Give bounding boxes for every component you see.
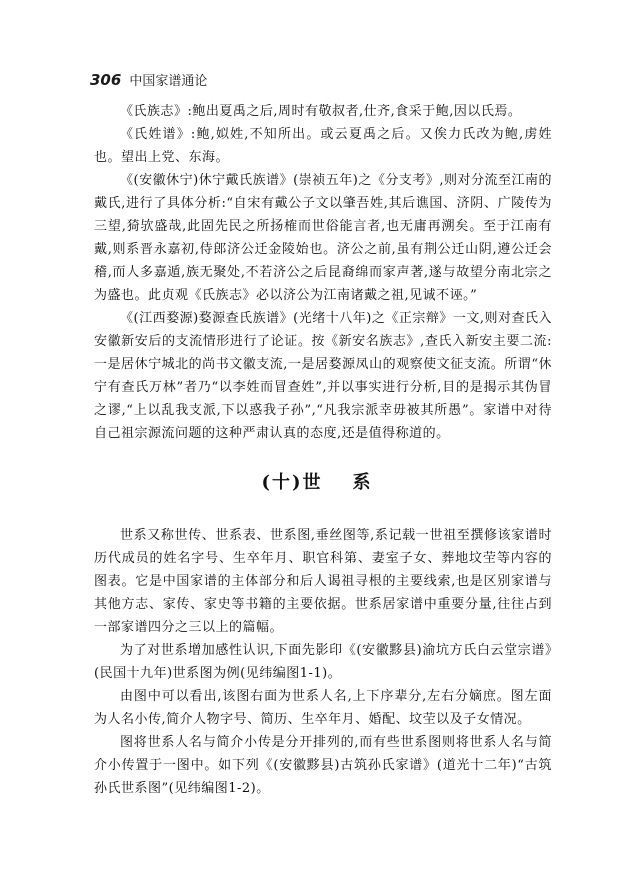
paragraph: 图将世系人名与简介小传是分开排列的,而有些世系图则将世系人名与简介小传置于一图中。如下列《(安徽黟县)古筑孙氏家谱》(道光十二年)“古筑孙氏世系图”(见纬编图1-2)。	[94, 735, 552, 796]
paragraph: 《(安徽休宁)休宁戴氏族谱》(崇祯五年)之《分支考》,则对分流至江南的戴氏,进行了具体分析:“自宋有戴公子文以肇吾姓,其后谯国、济阴、广陵传为三望,猗欤盛哉,此固先民之所扬榷而世俗能言者,也无庸再溯矣。至于江南有戴,则系晋永嘉初,侍郎济公迁金陵始也。济公之前,虽有荆公迁山阴,遵公迁会稽,而人多嘉遁,族无聚处,不若济公之后昆裔绵而家声著,遂与故望分南北宗之为盛也。此贞观《氏族志》必以济公为江南诸戴之祖,见诚不诬。”	[94, 173, 552, 303]
paragraph: 由图中可以看出,该图右面为世系人名,上下序辈分,左右分嫡庶。图左面为人名小传,简介人物字号、简历、生卒年月、婚配、坟茔以及子女情况。	[94, 689, 552, 727]
paragraph: 世系又称世传、世系表、世系图,垂丝图等,系记载一世祖至撰修该家谱时历代成员的姓名字号、生卒年月、职官科第、妻室子女、葬地坟茔等内容的图表。它是中国家谱的主体部分和后人谒祖寻根的主要线索,也是区别家谱与其他方志、家传、家史等书籍的主要依据。世系居家谱中重要分量,往往占到一部家谱四分之三以上的篇幅。	[94, 528, 552, 635]
book-title: 中国家谱通论	[129, 74, 208, 89]
paragraph: 《(江西婺源)婺源查氏族谱》(光绪十八年)之《正宗辩》一文,则对查氏入安徽新安后的支流情形进行了论证。按《新安名族志》,查氏入新安主要二流:一是居休宁城北的尚书文徽支流,一是居婺源凤山的观察使文征支流。所谓“休宁有查氏万林”者乃“以李姓而冒查姓”,并以事实进行分析,目的是揭示其伪冒之谬,“上以乱我支派,下以惑我子孙”,“凡我宗派幸毋被其所愚”。家谱中对待自己祖宗源流问题的这种严肃认真的态度,还是值得称道的。	[94, 311, 552, 441]
section-heading-part: (十)世	[261, 472, 323, 493]
section-heading-part: 系	[352, 472, 373, 493]
running-header	[90, 70, 207, 89]
page-number: 306	[90, 71, 122, 89]
section-heading	[0, 468, 634, 494]
body-text-top	[94, 100, 552, 445]
paragraph: 为了对世系增加感性认识,下面先影印《(安徽黟县)渝坑方氏白云堂宗谱》(民国十九年)世系图为例(见纬编图1-1)。	[94, 643, 552, 681]
body-text-bottom	[94, 524, 552, 800]
paragraph: 《氏族志》:鲍出夏禹之后,周时有敬叔者,仕齐,食采于鲍,因以氏焉。	[120, 104, 522, 119]
paragraph: 《氏姓谱》:鲍,姒姓,不知所出。或云夏禹之后。又俟力氏改为鲍,虏姓也。望出上党、东海。	[94, 127, 552, 165]
